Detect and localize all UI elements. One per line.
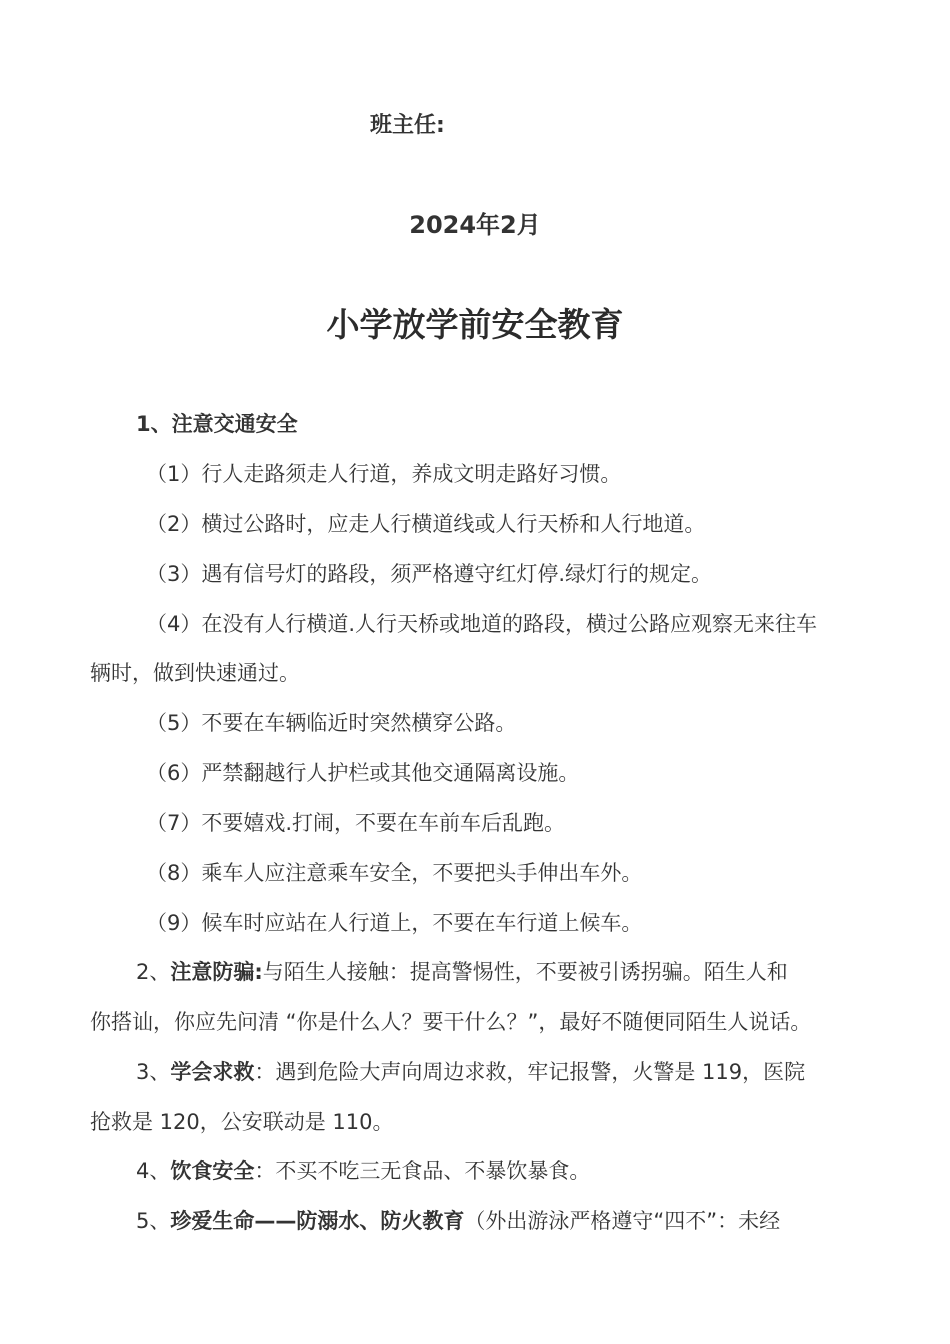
list-item: （9）候车时应站在人行道上，不要在车行道上候车。 — [146, 911, 643, 935]
section-5-text: （外出游泳严格遵守“四不”：未经 — [464, 1209, 781, 1233]
section-3-heading: 学会求救 — [170, 1060, 255, 1084]
list-item: （2）横过公路时，应走人行横道线或人行天桥和人行地道。 — [146, 512, 706, 536]
section-4-heading: 饮食安全 — [170, 1159, 255, 1183]
list-item-continuation: 辆时，做到快速通过。 — [90, 661, 300, 685]
class-teacher-label: 班主任: — [370, 113, 445, 138]
section-1-heading: 1、注意交通安全 — [136, 412, 298, 436]
section-4-number: 4、 — [136, 1159, 171, 1183]
list-item: （6）严禁翻越行人护栏或其他交通隔离设施。 — [146, 761, 580, 785]
list-item: （5）不要在车辆临近时突然横穿公路。 — [146, 711, 517, 735]
section-2-continuation: 你搭讪，你应先问清 “你是什么人？要干什么？”，最好不随便同陌生人说话。 — [90, 1010, 812, 1034]
list-item: （1）行人走路须走人行道，养成文明走路好习惯。 — [146, 462, 622, 486]
section-3-text: ：遇到危险大声向周边求救，牢记报警，火警是 119，医院 — [254, 1060, 806, 1084]
section-4-text: ：不买不吃三无食品、不暴饮暴食。 — [254, 1159, 591, 1183]
section-3-paragraph — [136, 1057, 805, 1087]
document-date: 2024年2月 — [409, 211, 541, 239]
page-title: 小学放学前安全教育 — [326, 305, 624, 344]
list-item: （3）遇有信号灯的路段，须严格遵守红灯停.绿灯行的规定。 — [146, 562, 713, 586]
list-item: （4）在没有人行横道.人行天桥或地道的路段，横过公路应观察无来往车 — [146, 612, 818, 636]
section-2-text: 与陌生人接触：提高警惕性，不要被引诱拐骗。陌生人和 — [262, 960, 788, 984]
section-5-paragraph — [136, 1206, 780, 1236]
section-3-continuation: 抢救是 120，公安联动是 110。 — [90, 1110, 394, 1134]
section-3-number: 3、 — [136, 1060, 171, 1084]
list-item: （8）乘车人应注意乘车安全，不要把头手伸出车外。 — [146, 861, 643, 885]
section-2-number: 2、 — [136, 960, 171, 984]
section-5-number: 5、 — [136, 1209, 171, 1233]
list-item: （7）不要嬉戏.打闹，不要在车前车后乱跑。 — [146, 811, 566, 835]
section-2-paragraph — [136, 957, 788, 987]
section-4-paragraph — [136, 1156, 590, 1186]
section-5-heading: 珍爱生命——防溺水、防火教育 — [170, 1209, 465, 1233]
section-2-heading: 注意防骗: — [170, 960, 263, 984]
